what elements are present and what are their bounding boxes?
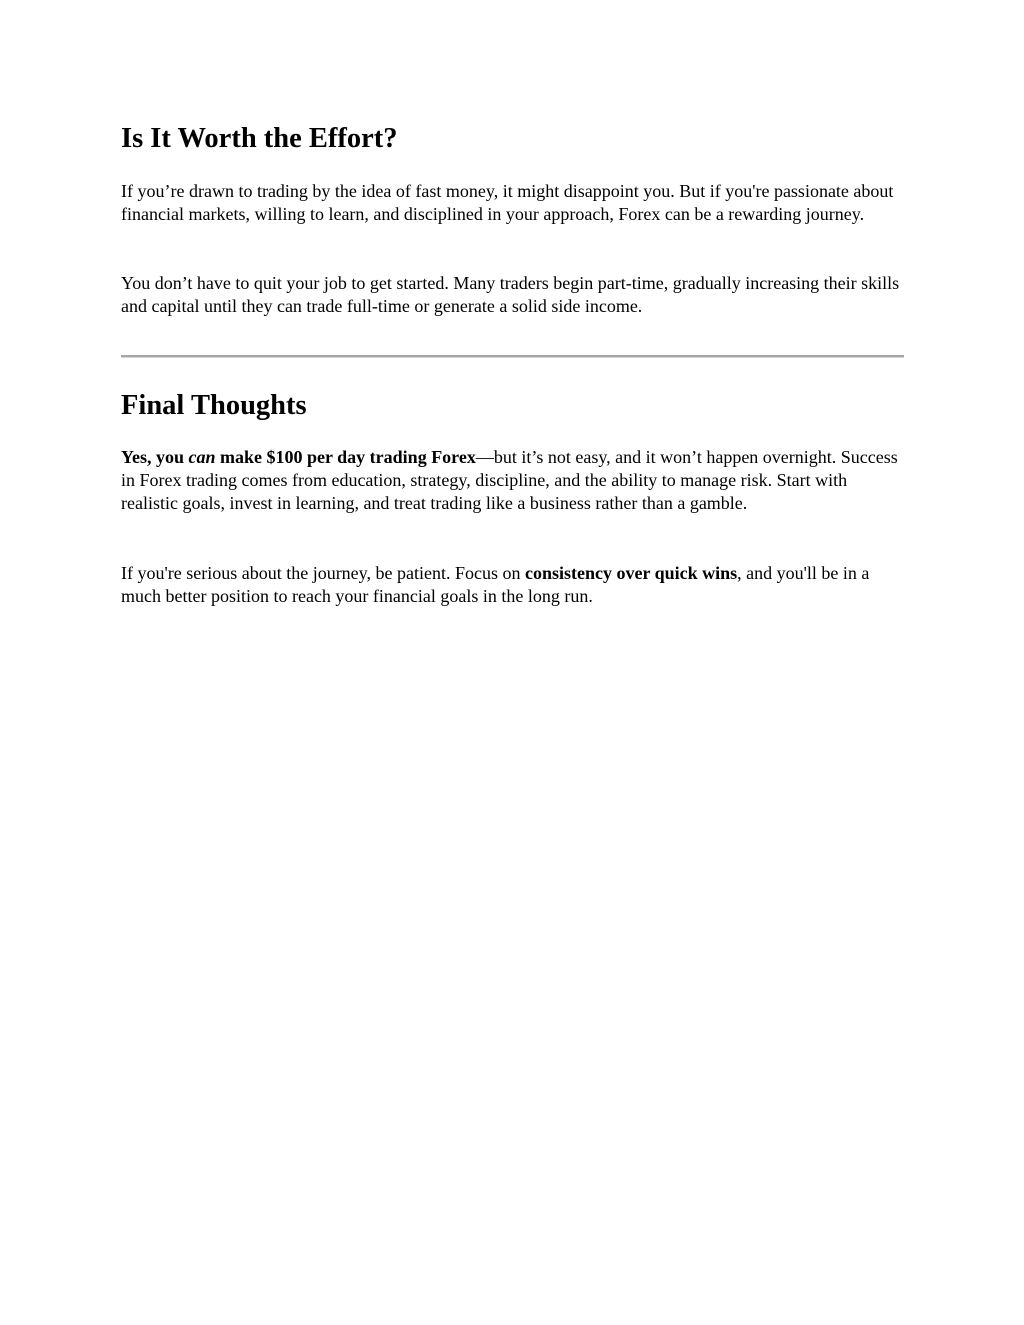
section-heading-worth: Is It Worth the Effort? — [121, 123, 398, 154]
bold-claim-text: make $100 per day trading Forex — [215, 447, 476, 467]
paragraph-tail-text: , and you'll be in a much better position to reach your financial goals in the long run. — [121, 563, 870, 607]
paragraph-lead-text: If you're serious about the journey, be patient. Focus on — [121, 563, 525, 583]
bold-italic-emphasis: can — [188, 447, 216, 467]
paragraph-final-2 — [121, 562, 905, 608]
paragraph-final-1 — [121, 446, 905, 516]
paragraph-body-text: —but it’s not easy, and it won’t happen overnight. Success in Forex trading comes from education, strategy, discipline, and the ability to manage risk. Start with realistic goals, invest in learning, and treat trading like a business rather than a gamble. — [121, 447, 898, 514]
horizontal-divider — [121, 355, 904, 358]
bold-emphasis-text: consistency over quick wins — [524, 563, 738, 583]
bold-lead-text: Yes, you — [121, 447, 189, 467]
paragraph-worth-1: If you’re drawn to trading by the idea of fast money, it might disappoint you. But if you're passionate about financial markets, willing to learn, and disciplined in your approach, Forex can be a rewarding journey. — [121, 181, 894, 225]
paragraph-worth-2: You don’t have to quit your job to get started. Many traders begin part-time, gradually increasing their skills and capital until they can trade full-time or generate a solid side income. — [121, 273, 900, 317]
section-heading-final-thoughts: Final Thoughts — [121, 390, 307, 421]
